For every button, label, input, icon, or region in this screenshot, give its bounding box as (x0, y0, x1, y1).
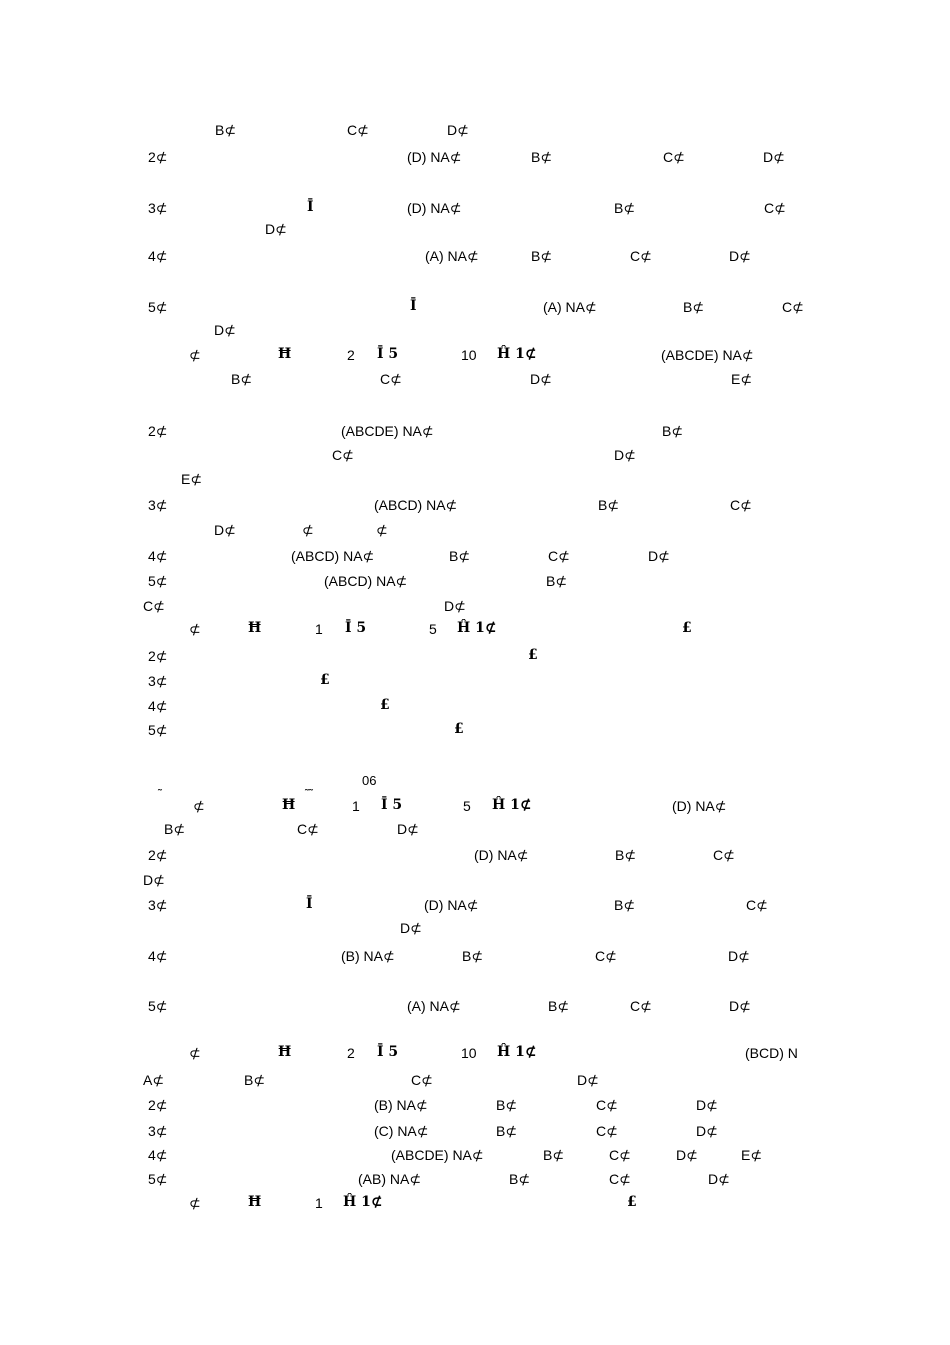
option-c: C⊄ (609, 1147, 631, 1163)
option-c: C⊄ (347, 122, 369, 138)
glyph-marker: Ī (306, 896, 313, 912)
answer-choice: (ABCD) ΝΑ⊄ (291, 548, 375, 564)
glyph-marker: Ī (410, 298, 417, 314)
option-b: B⊄ (509, 1171, 531, 1187)
section-score: 2 (347, 1045, 355, 1061)
option-d: D⊄ (530, 371, 552, 387)
option-b: B⊄ (546, 573, 568, 589)
option-b: B⊄ (244, 1072, 266, 1088)
option-c: C⊄ (596, 1097, 618, 1113)
option-c: C⊄ (782, 299, 804, 315)
option-c: C⊄ (297, 821, 319, 837)
option-d: D⊄ (143, 872, 165, 888)
option-b: B⊄ (615, 847, 637, 863)
option-e: E⊄ (181, 471, 203, 487)
option-d: D⊄ (214, 522, 236, 538)
title-mark: ˷˷ (305, 777, 313, 791)
option-e: E⊄ (731, 371, 753, 387)
question-number: 2⊄ (148, 149, 168, 165)
glyph-marker: Ī 5 (377, 346, 399, 362)
glyph-marker: Ĥ 1⊄ (497, 346, 537, 362)
answer-choice: (ABCDE) ΝΑ⊄ (391, 1147, 484, 1163)
question-number: 2⊄ (148, 1097, 168, 1113)
section-marker: ⊄ (189, 621, 201, 637)
glyph-marker: Ī 5 (345, 620, 367, 636)
answer-choice: (D) ΝΑ⊄ (672, 798, 727, 814)
option-d: D⊄ (614, 447, 636, 463)
section-score: 10 (461, 1045, 477, 1061)
glyph-marker: Ī 5 (377, 1044, 399, 1060)
glyph-marker: Ī (307, 199, 314, 215)
option-d: D⊄ (696, 1123, 718, 1139)
question-number: 4⊄ (148, 548, 168, 564)
glyph-marker: ⊄ (302, 522, 314, 538)
answer-choice: (ABCD) ΝΑ⊄ (374, 497, 458, 513)
option-b: B⊄ (543, 1147, 565, 1163)
option-b: B⊄ (548, 998, 570, 1014)
option-d: D⊄ (708, 1171, 730, 1187)
option-b: B⊄ (215, 122, 237, 138)
answer-choice: (D) ΝΑ⊄ (474, 847, 529, 863)
question-number: 3⊄ (148, 1123, 168, 1139)
answer-blank: £ (682, 620, 692, 636)
answer-choice: (ABCD) ΝΑ⊄ (324, 573, 408, 589)
option-b: B⊄ (462, 948, 484, 964)
question-number: 2⊄ (148, 423, 168, 439)
question-number: 5⊄ (148, 1171, 168, 1187)
glyph-marker: Ħ (248, 620, 262, 636)
section-score: 1 (315, 621, 323, 637)
option-c: C⊄ (713, 847, 735, 863)
option-d: D⊄ (214, 322, 236, 338)
section-score: 1 (315, 1195, 323, 1211)
option-c: C⊄ (663, 149, 685, 165)
option-c: C⊄ (730, 497, 752, 513)
answer-choice: (B) ΝΑ⊄ (341, 948, 395, 964)
answer-blank: £ (454, 721, 464, 737)
question-number: 5⊄ (148, 722, 168, 738)
option-b: B⊄ (614, 897, 636, 913)
option-b: B⊄ (496, 1097, 518, 1113)
answer-choice: (B) ΝΑ⊄ (374, 1097, 428, 1113)
option-e: E⊄ (741, 1147, 763, 1163)
answer-choice: (D) ΝΑ⊄ (407, 200, 462, 216)
option-c: C⊄ (746, 897, 768, 913)
section-marker: ⊄ (189, 1045, 201, 1061)
option-d: D⊄ (729, 248, 751, 264)
option-d: D⊄ (676, 1147, 698, 1163)
option-d: D⊄ (577, 1072, 599, 1088)
question-number: 3⊄ (148, 897, 168, 913)
question-number: 4⊄ (148, 1147, 168, 1163)
part-title-number: 06 (362, 773, 377, 788)
answer-blank: £ (320, 672, 330, 688)
answer-choice: (A) ΝΑ⊄ (543, 299, 597, 315)
option-d: D⊄ (648, 548, 670, 564)
option-c: C⊄ (630, 248, 652, 264)
section-score: 5 (429, 621, 437, 637)
question-number: 4⊄ (148, 248, 168, 264)
answer-blank: £ (627, 1194, 637, 1210)
option-c: C⊄ (630, 998, 652, 1014)
option-c: C⊄ (595, 948, 617, 964)
answer-choice: (ABCDE) ΝΑ⊄ (341, 423, 434, 439)
option-b: B⊄ (598, 497, 620, 513)
option-d: D⊄ (447, 122, 469, 138)
option-b: B⊄ (449, 548, 471, 564)
glyph-marker: Ħ (278, 346, 292, 362)
option-c: C⊄ (411, 1072, 433, 1088)
option-b: B⊄ (531, 149, 553, 165)
option-d: D⊄ (728, 948, 750, 964)
option-d: D⊄ (444, 598, 466, 614)
section-marker: ⊄ (189, 1195, 201, 1211)
option-c: C⊄ (548, 548, 570, 564)
option-c: C⊄ (764, 200, 786, 216)
question-number: 3⊄ (148, 497, 168, 513)
option-c: C⊄ (596, 1123, 618, 1139)
option-b: B⊄ (683, 299, 705, 315)
option-b: B⊄ (662, 423, 684, 439)
section-score: 5 (463, 798, 471, 814)
question-number: 2⊄ (148, 648, 168, 664)
question-number: 5⊄ (148, 573, 168, 589)
answer-choice: (AB) ΝΑ⊄ (358, 1171, 422, 1187)
answer-blank: £ (380, 697, 390, 713)
question-number: 3⊄ (148, 673, 168, 689)
question-number: 5⊄ (148, 998, 168, 1014)
section-score: 10 (461, 347, 477, 363)
option-b: B⊄ (614, 200, 636, 216)
glyph-marker: Ĥ 1⊄ (343, 1194, 383, 1210)
option-d: D⊄ (729, 998, 751, 1014)
question-number: 4⊄ (148, 698, 168, 714)
option-c: C⊄ (609, 1171, 631, 1187)
glyph-marker: Ĥ 1⊄ (457, 620, 497, 636)
section-marker: ⊄ (189, 347, 201, 363)
option-b: B⊄ (164, 821, 186, 837)
section-marker: ⊄ (193, 798, 205, 814)
option-b: B⊄ (531, 248, 553, 264)
option-d: D⊄ (696, 1097, 718, 1113)
answer-choice: (D) ΝΑ⊄ (407, 149, 462, 165)
answer-choice: (BCD) Ν (745, 1045, 798, 1061)
question-number: 5⊄ (148, 299, 168, 315)
option-c: C⊄ (143, 598, 165, 614)
glyph-marker: ⊄ (376, 522, 388, 538)
answer-choice: (A) ΝΑ⊄ (425, 248, 479, 264)
option-c: C⊄ (332, 447, 354, 463)
question-number: 4⊄ (148, 948, 168, 964)
answer-blank: £ (528, 647, 538, 663)
option-b: B⊄ (231, 371, 253, 387)
glyph-marker: Ħ (248, 1194, 262, 1210)
glyph-marker: Ħ (278, 1044, 292, 1060)
question-number: 3⊄ (148, 200, 168, 216)
glyph-marker: Ĥ 1⊄ (492, 797, 532, 813)
option-d: D⊄ (265, 221, 287, 237)
title-mark: ˷ (158, 777, 162, 791)
option-d: D⊄ (763, 149, 785, 165)
section-score: 2 (347, 347, 355, 363)
glyph-marker: Ī 5 (381, 797, 403, 813)
question-number: 2⊄ (148, 847, 168, 863)
option-d: D⊄ (397, 821, 419, 837)
answer-choice: (ABCDE) ΝΑ⊄ (661, 347, 754, 363)
option-b: B⊄ (496, 1123, 518, 1139)
answer-choice: (D) ΝΑ⊄ (424, 897, 479, 913)
answer-choice: (C) ΝΑ⊄ (374, 1123, 429, 1139)
answer-choice: (A) ΝΑ⊄ (407, 998, 461, 1014)
glyph-marker: Ĥ 1⊄ (497, 1044, 537, 1060)
option-a: A⊄ (143, 1072, 165, 1088)
glyph-marker: Ħ (282, 797, 296, 813)
option-c: C⊄ (380, 371, 402, 387)
section-score: 1 (352, 798, 360, 814)
option-d: D⊄ (400, 920, 422, 936)
